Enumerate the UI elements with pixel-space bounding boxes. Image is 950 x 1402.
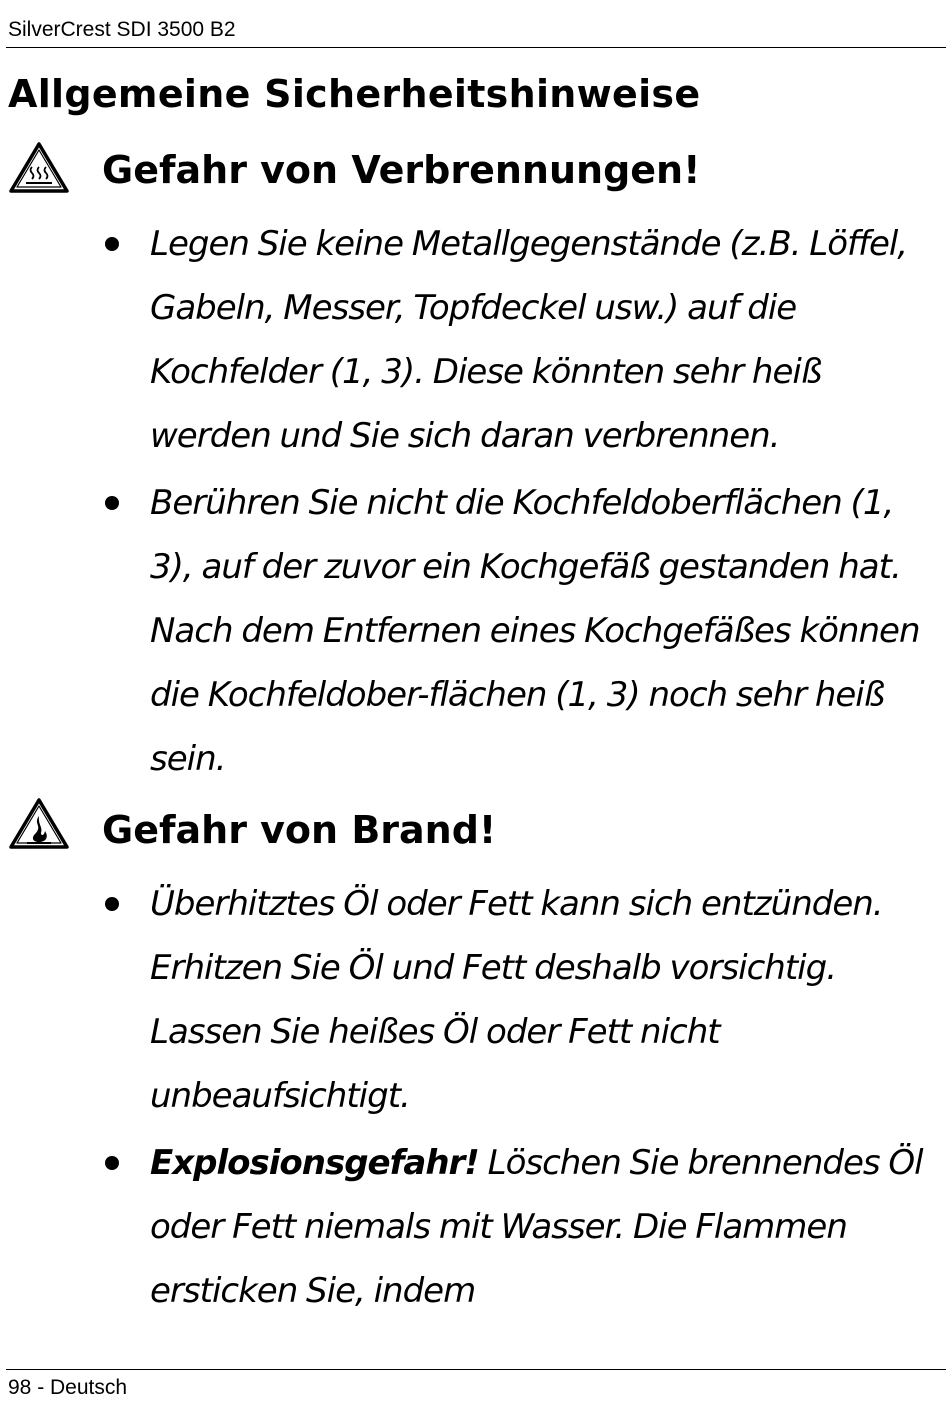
bullet-text: Legen Sie keine Metallgegenstände (z.B. Löffel, Gabeln, Messer, Topfdeckel usw.) auf die Kochfelder (1, 3). Diese könnten sehr heiß werden und Sie sich daran verbrennen. [150, 224, 908, 456]
hot-surface-warning-icon [8, 140, 70, 196]
hazard-title-fire: Gefahr von Brand! [102, 808, 497, 852]
bullet-text [150, 1131, 940, 1323]
list-item [0, 872, 950, 1128]
fire-warning-icon [8, 796, 70, 852]
page-number: 98 - Deutsch [8, 1376, 128, 1399]
list-item [0, 471, 950, 791]
bullet-icon [105, 897, 119, 911]
bullet-icon [105, 496, 119, 510]
bullet-text-body: Löschen Sie brennendes Öl oder Fett niemals mit Wasser. Die Flammen ersticken Sie, indem [150, 1143, 923, 1311]
bullet-icon [105, 1156, 119, 1170]
bullet-list-fire [0, 872, 950, 1326]
header-product-name: SilverCrest SDI 3500 B2 [8, 18, 236, 41]
list-item [0, 1131, 950, 1323]
bullet-text: Berühren Sie nicht die Kochfeldoberflächen (1, 3), auf der zuvor ein Kochgefäß gestanden hat. Nach dem Entfernen eines Kochgefäßes können die Kochfeldober-flächen (1, 3) noch sehr heiß sein. [150, 483, 920, 779]
section-title: Allgemeine Sicherheitshinweise [8, 72, 701, 116]
bullet-list-burns [0, 212, 950, 794]
bullet-icon [105, 237, 119, 251]
header-divider [6, 47, 946, 48]
footer-divider [6, 1369, 946, 1370]
list-item [0, 212, 950, 468]
hazard-title-burns: Gefahr von Verbrennungen! [102, 148, 701, 192]
bullet-text: Überhitztes Öl oder Fett kann sich entzünden. Erhitzen Sie Öl und Fett deshalb vorsichtig. Lassen Sie heißes Öl oder Fett nicht unbeaufsichtigt. [150, 884, 883, 1116]
bullet-lead-warning: Explosionsgefahr! [150, 1143, 479, 1183]
